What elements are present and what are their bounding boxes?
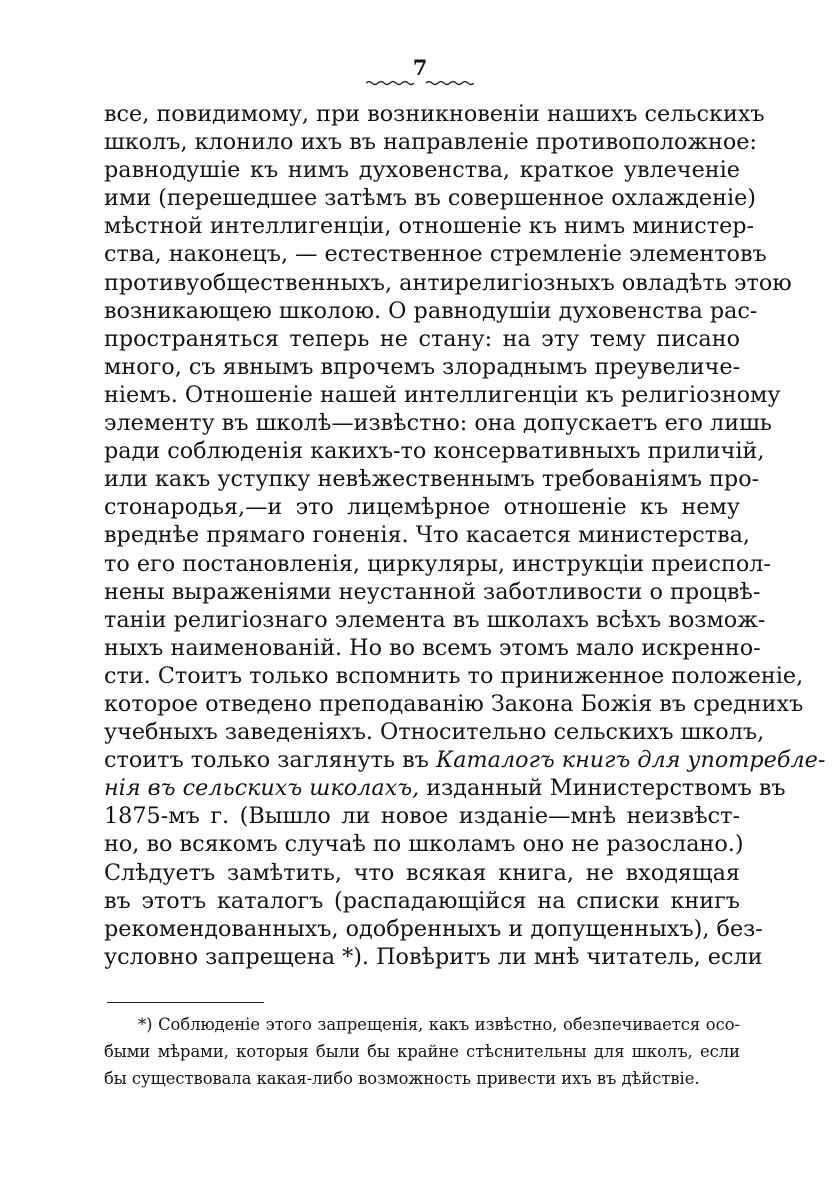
text-segment: изданный Министерствомъ въ [419,775,786,802]
footnote-line: бы существовала какая-либо возможность привести ихъ въ дѣйствіе. [104,1068,700,1088]
footnote-line: *) Соблюденіе этого запрещенія, какъ извѣстно, обезпечивается осо- [138,1015,740,1034]
text-line: вреднѣе прямаго гоненія. Что касается министерства, [104,522,750,549]
text-line: все, повидимому, при возникновеніи нашихъ сельскихъ [104,101,765,127]
text-line: стонародья,—и это лицемѣрное отношеніе къ нему [104,494,740,521]
text-line: равнодушіе къ нимъ духовенства, краткое увлеченіе [104,157,740,184]
text-line: которое отведено преподаванію Закона Божія въ среднихъ [104,690,804,717]
text-line: ныхъ наименованій. Но во всемъ этомъ мало искренно- [104,634,761,661]
text-line: учебныхъ заведеніяхъ. Относительно сельскихъ школъ, [104,719,765,746]
text-line: нены выраженіями неустанной заботливости о процвѣ- [104,578,761,605]
text-line: ими (перешедшее затѣмъ въ совершенное охлажденіе) [104,185,756,212]
text-line [104,774,786,802]
text-line [104,746,826,774]
text-line: противуобщественныхъ, антирелигіозныхъ овладѣть этою [104,269,792,296]
page-number-ornament [366,79,474,87]
text-line: или какъ уступку невѣжественнымъ требованіямъ про- [104,466,760,493]
footnote-line: быми мѣрами, которыя были бы крайне стѣснительны для школъ, если [104,1041,740,1061]
text-line: но, во всякомъ случаѣ по школамъ оно не разослано.) [104,831,744,858]
text-line: ніемъ. Отношеніе нашей интеллигенціи къ религіозному [104,381,781,408]
text-line: въ этотъ каталогъ (распадающійся на списки книгъ [104,887,740,914]
text-line: то его постановленія, циркуляры, инструкціи преиспол- [104,550,771,577]
text-line: таніи религіознаго элемента въ школахъ всѣхъ возмож- [104,606,766,633]
text-line: пространяться теперь не стану: на эту тему писано [104,325,740,352]
main-text [104,100,826,971]
footnote [104,1012,740,1092]
text-line: возникающею школою. О равнодушіи духовенства рас- [104,297,758,324]
catalog-title-italic: нія въ сельскихъ школахъ, [104,775,420,802]
text-line: ства, наконецъ, — естественное стремленіе элементовъ [104,241,767,268]
text-line: условно запрещена *). Повѣритъ ли мнѣ читатель, если [104,943,763,970]
text-line: сти. Стоитъ только вспомнить то приниженное положеніе, [104,662,804,689]
text-line: рекомендованныхъ, одобренныхъ и допущенныхъ), без- [104,915,763,942]
text-line: школъ, клонило ихъ въ направленіе противоположное: [104,129,757,156]
text-line: элементу въ школѣ—извѣстно: она допускаетъ его лишь [104,410,772,437]
footnote-divider [107,1002,264,1003]
text-line: 1875-мъ г. (Вышло ли новое изданіе—мнѣ неизвѣст- [104,803,740,830]
text-line: мѣстной интеллигенціи, отношеніе къ нимъ министер- [104,213,755,240]
text-line: Слѣдуетъ замѣтить, что всякая книга, не входящая [104,859,740,886]
text-line: много, съ явнымъ впрочемъ злораднымъ преувеличе- [104,353,741,380]
page-number: 7 [412,55,428,80]
text-segment: стоитъ только заглянуть въ [104,747,436,774]
text-line: ради соблюденія какихъ-то консервативныхъ приличій, [104,438,765,465]
catalog-title-italic: Каталогъ книгъ для употребле- [435,747,826,774]
